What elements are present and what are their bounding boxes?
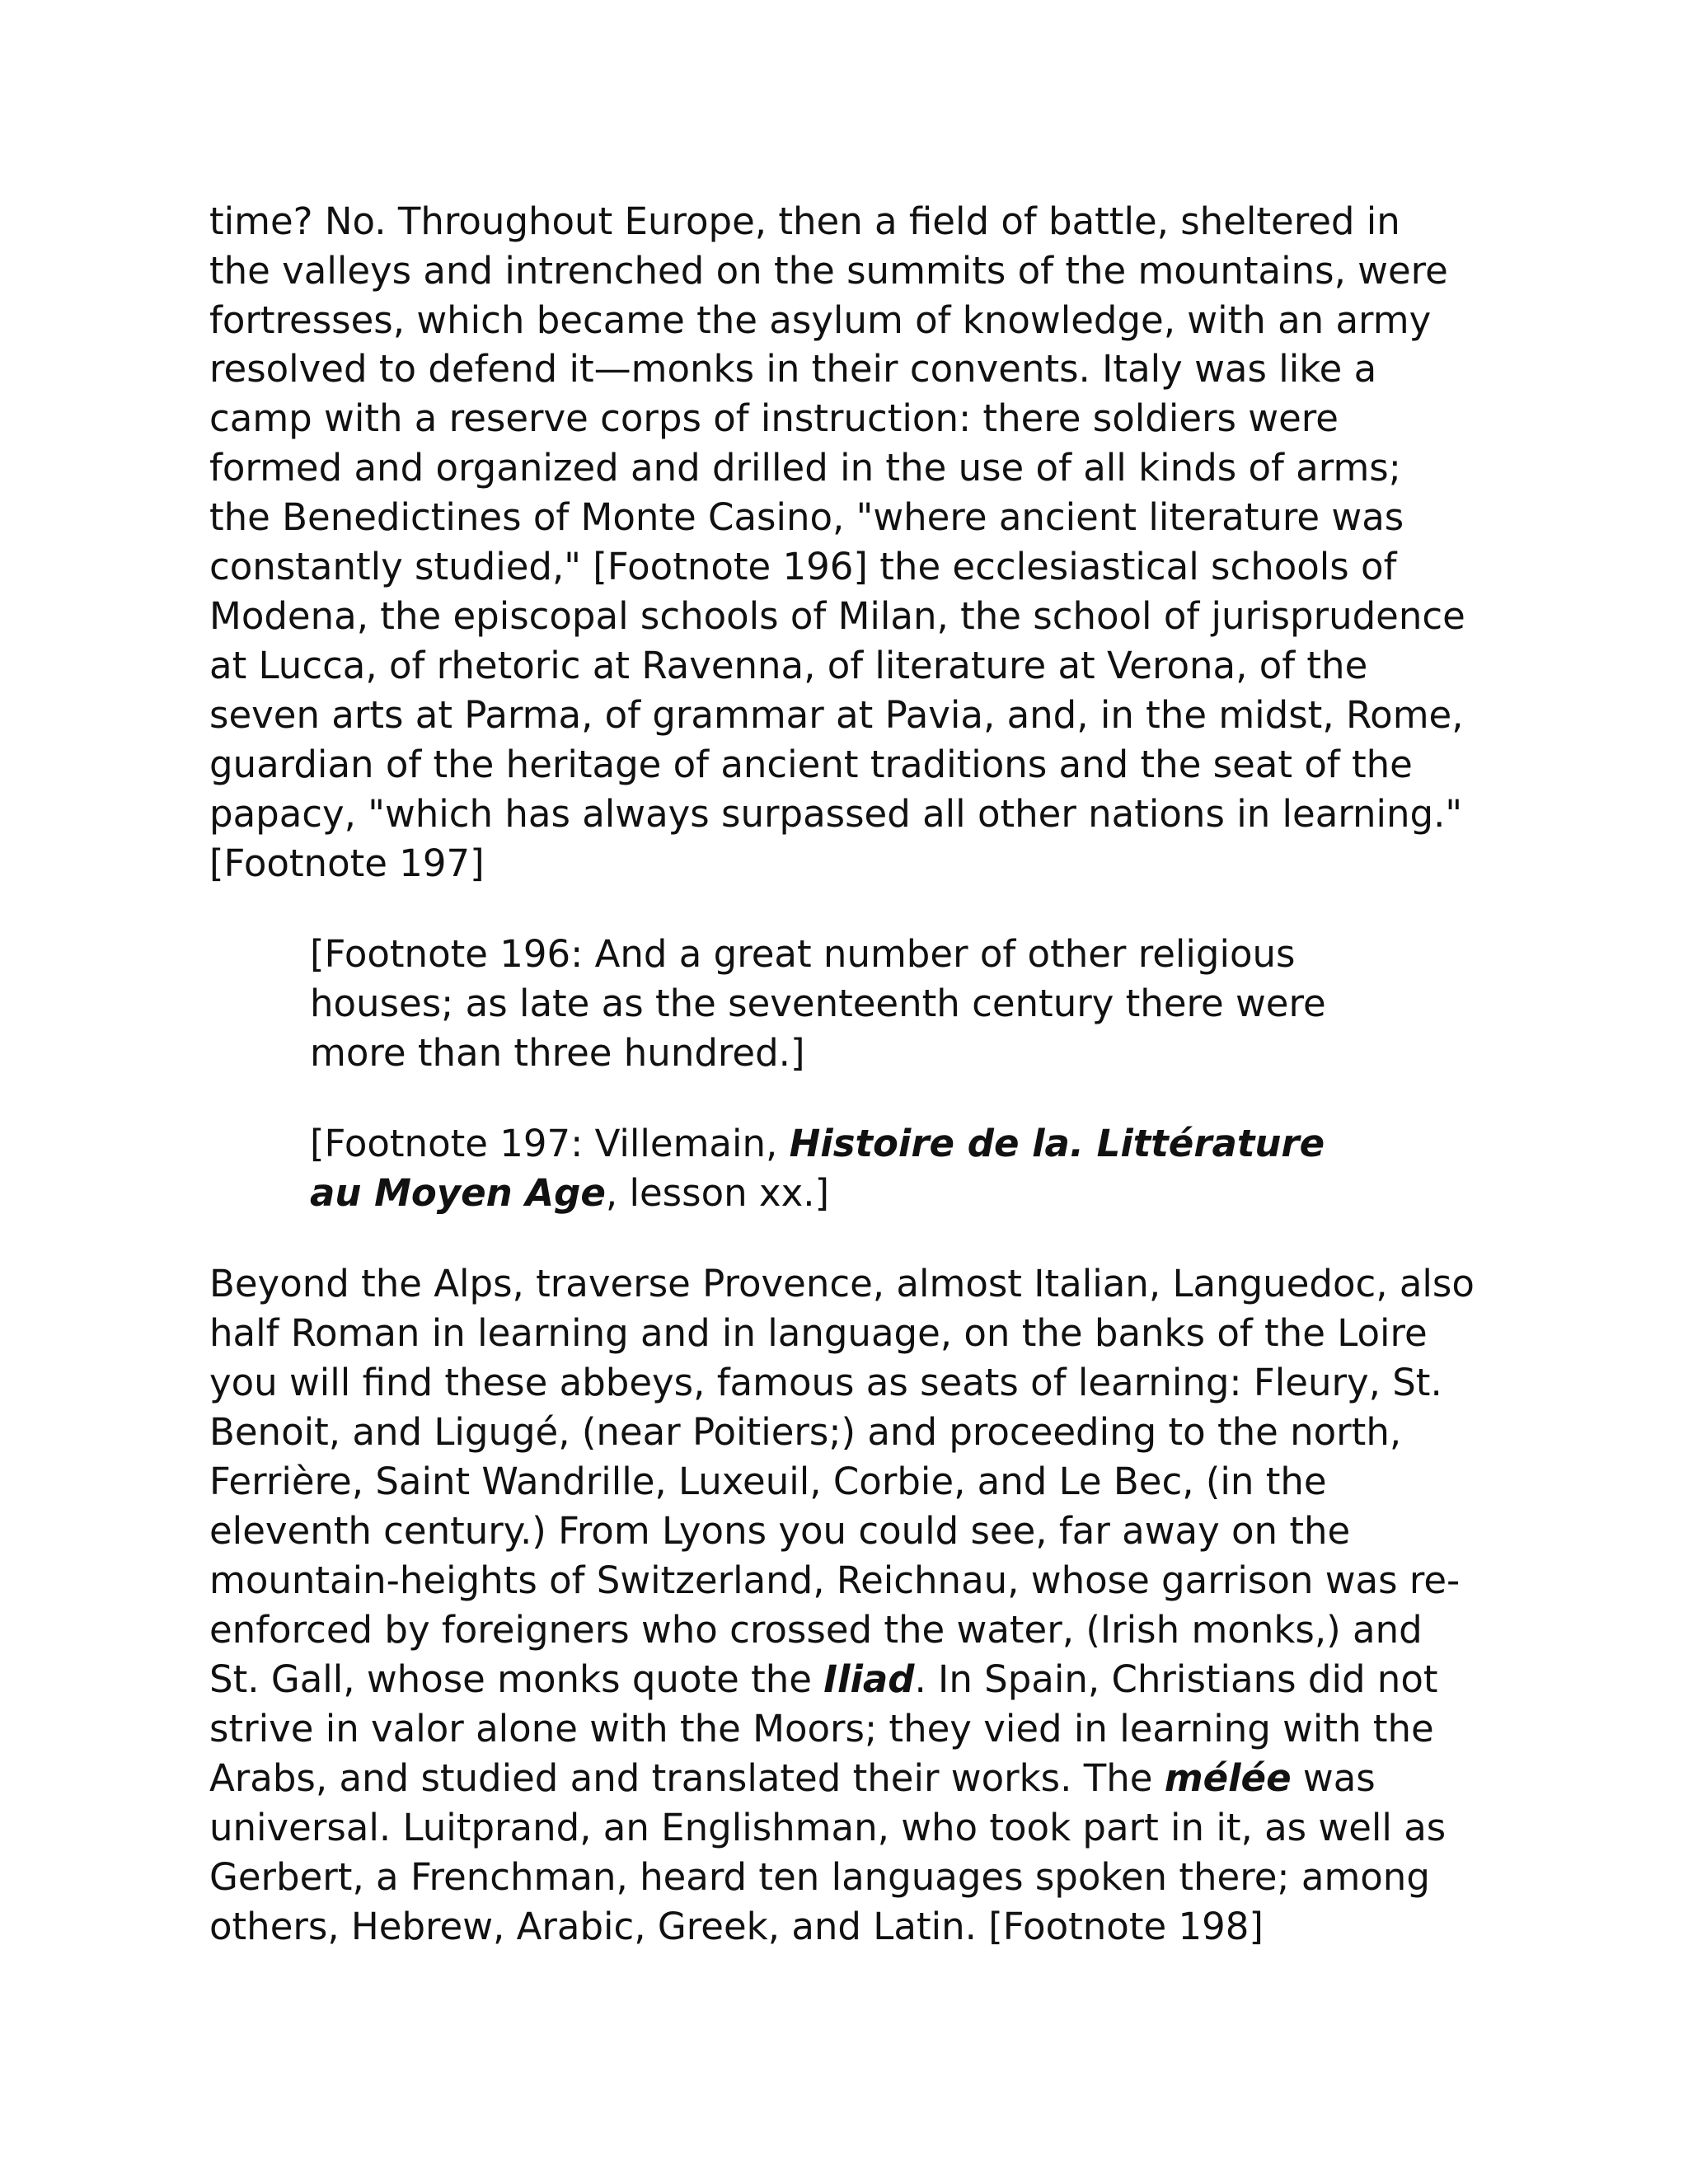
footnote-196-line: [Footnote 196: And a great number of other religious (310, 932, 1296, 976)
paragraph-line: the Benedictines of Monte Casino, "where ancient literature was (209, 495, 1404, 539)
paragraph-line: papacy, "which has always surpassed all other nations in learning." (209, 792, 1463, 836)
paragraph-line: Modena, the episcopal schools of Milan, the school of jurisprudence (209, 594, 1465, 638)
footnote-text: [Footnote 197: Villemain, (310, 1122, 790, 1165)
paragraph-line: resolved to defend it—monks in their convents. Italy was like a (209, 347, 1377, 391)
text-run: Arabs, and studied and translated their works. The (209, 1756, 1165, 1800)
footnote-196-line: houses; as late as the seventeenth century there were (310, 982, 1326, 1025)
paragraph-line: eleventh century.) From Lyons you could see, far away on the (209, 1509, 1351, 1553)
paragraph-line: guardian of the heritage of ancient traditions and the seat of the (209, 743, 1413, 786)
paragraph-line: mountain-heights of Switzerland, Reichnau, whose garrison was re- (209, 1558, 1461, 1602)
paragraph-line: seven arts at Parma, of grammar at Pavia, and, in the midst, Rome, (209, 693, 1464, 737)
italic-title: Iliad (823, 1657, 915, 1701)
paragraph-line: Gerbert, a Frenchman, heard ten languages spoken there; among (209, 1855, 1430, 1899)
paragraph-line: formed and organized and drilled in the use of all kinds of arms; (209, 446, 1401, 490)
footnote-197-line (310, 1169, 829, 1218)
text-run: St. Gall, whose monks quote the (209, 1657, 824, 1701)
paragraph-line: you will find these abbeys, famous as seats of learning: Fleury, St. (209, 1361, 1442, 1404)
paragraph-line: constantly studied," [Footnote 196] the ecclesiastical schools of (209, 545, 1397, 588)
paragraph-line: half Roman in learning and in language, on the banks of the Loire (209, 1311, 1428, 1355)
footnote-text: , lesson xx.] (605, 1171, 830, 1215)
footnote-197-line (310, 1119, 1325, 1169)
paragraph-line: the valleys and intrenched on the summits of the mountains, were (209, 249, 1448, 293)
book-title: Histoire de la. Littérature (789, 1122, 1325, 1165)
text-run: . In Spain, Christians did not (914, 1657, 1438, 1701)
paragraph-line: Benoit, and Ligugé, (near Poitiers;) and proceeding to the north, (209, 1410, 1402, 1454)
italic-word: mélée (1164, 1756, 1292, 1800)
paragraph-line: time? No. Throughout Europe, then a field of battle, sheltered in (209, 199, 1400, 243)
paragraph-line: camp with a reserve corps of instruction: there soldiers were (209, 396, 1339, 440)
paragraph-line: enforced by foreigners who crossed the water, (Irish monks,) and (209, 1608, 1423, 1652)
paragraph-line: Ferrière, Saint Wandrille, Luxeuil, Corbie, and Le Bec, (in the (209, 1460, 1327, 1503)
footnote-196-line: more than three hundred.] (310, 1031, 805, 1075)
paragraph-line: universal. Luitprand, an Englishman, who took part in it, as well as (209, 1806, 1447, 1849)
paragraph-line: fortresses, which became the asylum of knowledge, with an army (209, 298, 1432, 342)
paragraph-line (209, 1754, 1376, 1803)
paragraph-line: at Lucca, of rhetoric at Ravenna, of literature at Verona, of the (209, 644, 1368, 687)
paragraph-line: strive in valor alone with the Moors; they vied in learning with the (209, 1707, 1434, 1750)
text-run: was (1291, 1756, 1376, 1800)
paragraph-line: [Footnote 197] (209, 841, 485, 885)
paragraph-line (209, 1655, 1438, 1704)
paragraph-line: others, Hebrew, Arabic, Greek, and Latin. [Footnote 198] (209, 1905, 1264, 1948)
paragraph-line: Beyond the Alps, traverse Provence, almost Italian, Languedoc, also (209, 1262, 1475, 1305)
book-title: au Moyen Age (310, 1171, 606, 1215)
